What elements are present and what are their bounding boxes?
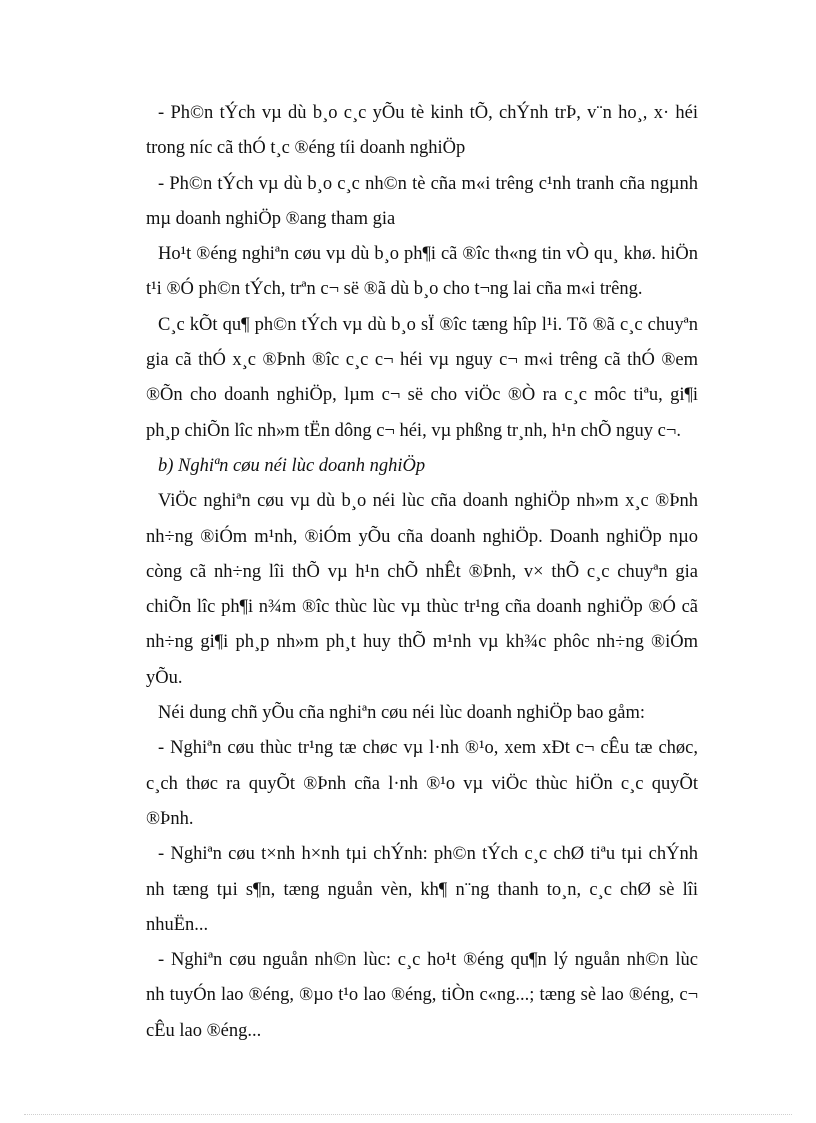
paragraph-9: - Nghiªn cøu nguån nh©n lùc: c¸c ho¹t ®éng qu¶n lý nguån nh©n lùc nh tuyÓn lao ®éng, ®µo t¹o lao ®éng, tiÒn c«ng...; tæng sè lao ®éng, c¬ cÊu lao ®éng... xyxy=(146,950,698,1041)
paragraph-3: Ho¹t ®éng nghiªn cøu vµ dù b¸o ph¶i cã ®îc th«ng tin vÒ qu¸ khø. hiÖn t¹i ®Ó ph©n tÝch, trªn c¬ së ®ã dù b¸o cho t¬ng lai cña m«i trêng. xyxy=(146,244,698,300)
paragraph-2: - Ph©n tÝch vµ dù b¸o c¸c nh©n tè cña m«i trêng c¹nh tranh cña ngµnh mµ doanh nghiÖp ®ang tham gia xyxy=(146,173,698,229)
paragraph-7: - Nghiªn cøu thùc tr¹ng tæ chøc vµ l·nh ®¹o, xem xÐt c¬ cÊu tæ chøc, c¸ch thøc ra quyÕt ®Þnh cña l·nh ®¹o vµ viÖc thùc hiÖn c¸c quyÕt ®Þnh. xyxy=(146,738,698,829)
paragraph-1: - Ph©n tÝch vµ dù b¸o c¸c yÕu tè kinh tÕ, chÝnh trÞ, v¨n ho¸, x· héi trong níc cã thÓ t¸c ®éng tíi doanh nghiÖp xyxy=(146,103,698,159)
page-bottom-divider xyxy=(24,1114,792,1115)
paragraph-5: ViÖc nghiªn cøu vµ dù b¸o néi lùc cña doanh nghiÖp nh»m x¸c ®Þnh nh÷ng ®iÓm m¹nh, ®iÓm yÕu cña doanh nghiÖp. Doanh nghiÖp nµo còng cã nh÷ng lîi thÕ vµ h¹n chÕ nhÊt ®Þnh, v× thÕ c¸c chuyªn gia chiÕn lîc ph¶i n¾m ®îc thùc lùc vµ thùc tr¹ng cña doanh nghiÖp ®Ó cã nh÷ng gi¶i ph¸p nh»m ph¸t huy thÕ m¹nh vµ kh¾c phôc nh÷ng ®iÓm yÕu. xyxy=(146,491,698,688)
section-heading: b) Nghiªn cøu néi lùc doanh nghiÖp xyxy=(158,455,426,476)
paragraph-8: - Nghiªn cøu t×nh h×nh tµi chÝnh: ph©n tÝch c¸c chØ tiªu tµi chÝnh nh tæng tµi s¶n, tæng nguån vèn, kh¶ n¨ng thanh to¸n, c¸c chØ sè lîi nhuËn... xyxy=(146,844,698,935)
paragraph-4: C¸c kÕt qu¶ ph©n tÝch vµ dù b¸o sÏ ®îc tæng hîp l¹i. Tõ ®ã c¸c chuyªn gia cã thÓ x¸c ®Þnh ®îc c¸c c¬ héi vµ nguy c¬ m«i trêng cã thÓ ®em ®Õn cho doanh nghiÖp, lµm c¬ së cho viÖc ®Ò ra c¸c môc tiªu, gi¶i ph¸p chiÕn lîc nh»m tËn dông c¬ héi, vµ phßng tr¸nh, h¹n chÕ nguy c¬. xyxy=(146,314,698,441)
paragraph-6: Néi dung chñ yÕu cña nghiªn cøu néi lùc doanh nghiÖp bao gåm: xyxy=(158,703,646,724)
